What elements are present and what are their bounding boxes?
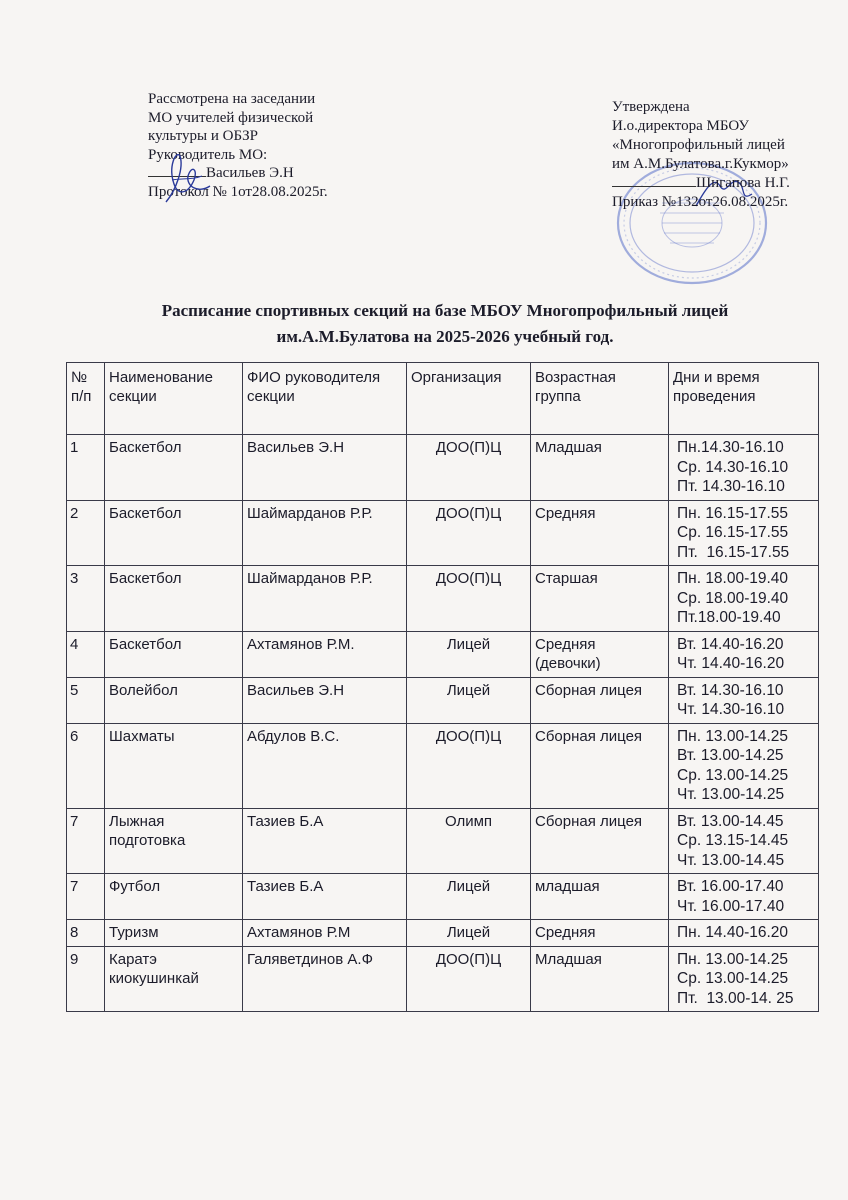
approval-right-order: Приказ №132от26.08.2025г.: [612, 194, 789, 210]
header-org: Организация: [407, 363, 531, 435]
cell-age: Средняя (девочки): [531, 631, 669, 677]
cell-num: 7: [67, 808, 105, 874]
cell-age: Младшая: [531, 435, 669, 501]
schedule-entry: Вт. 14.40-16.20: [677, 635, 784, 653]
document-title-line-1: Расписание спортивных секций на базе МБОУ Многопрофильный лицей: [161, 301, 729, 320]
table-row: [67, 874, 819, 920]
cell-leader: Ахтамянов Р.М.: [243, 631, 407, 677]
cell-num: 1: [67, 435, 105, 501]
approval-left-line: Руководитель МО:: [148, 146, 268, 163]
schedule-entry: Пн. 18.00-19.40: [677, 570, 789, 587]
schedule-entry: Ср. 13.00-14.25: [677, 766, 789, 784]
schedule-entry: Ср. 18.00-19.40: [677, 589, 789, 607]
cell-age: Старшая: [531, 566, 669, 632]
approval-left-line: культуры и ОБЗР: [148, 128, 258, 144]
table-row: [67, 631, 819, 677]
schedule-entry: Ср. 16.15-17.55: [677, 524, 789, 541]
cell-org: Лицей: [407, 677, 531, 723]
cell-leader: Ахтамянов Р.М: [243, 920, 407, 947]
schedule-entry: Ср. 14.30-16.10: [677, 458, 789, 476]
cell-schedule: [669, 723, 819, 808]
approval-right-signer: Шигапова Н.Г.: [696, 175, 790, 191]
cell-schedule: [669, 500, 819, 566]
cell-org: ДОО(П)Ц: [407, 500, 531, 566]
cell-num: 4: [67, 631, 105, 677]
cell-leader: Галяветдинов А.Ф: [243, 946, 407, 1012]
document-title: [60, 298, 830, 350]
cell-schedule: [669, 435, 819, 501]
cell-section: Шахматы: [105, 723, 243, 808]
cell-age: Средняя: [531, 500, 669, 566]
cell-org: ДОО(П)Ц: [407, 723, 531, 808]
cell-num: 5: [67, 677, 105, 723]
approval-right-line: И.о.директора МБОУ: [612, 118, 749, 134]
cell-leader: Тазиев Б.А: [243, 808, 407, 874]
table-row: [67, 946, 819, 1012]
signature-left: [158, 150, 218, 210]
cell-org: Лицей: [407, 874, 531, 920]
cell-section: Баскетбол: [105, 500, 243, 566]
header-leader: ФИО руководителя секции: [243, 363, 407, 435]
header-age: Возрастная группа: [531, 363, 669, 435]
schedule-entry: Вт. 13.00-14.45: [677, 812, 784, 830]
cell-leader: Васильев Э.Н: [243, 435, 407, 501]
schedule-entry: Пн. 14.40-16.20: [677, 924, 789, 941]
schedule-entry: Чт. 14.40-16.20: [677, 655, 785, 672]
schedule-entry: Чт. 14.30-16.10: [677, 701, 785, 718]
table-row: [67, 500, 819, 566]
table-row: [67, 808, 819, 874]
cell-section: Туризм: [105, 920, 243, 947]
table-row: [67, 435, 819, 501]
cell-leader: Абдулов В.С.: [243, 723, 407, 808]
cell-age: Средняя: [531, 920, 669, 947]
table-row: [67, 920, 819, 947]
schedule-entry: Пт. 14.30-16.10: [677, 478, 785, 495]
approval-left-line: МО учителей физической: [148, 109, 314, 126]
table-row: [67, 566, 819, 632]
schedule-entry: Пн. 13.00-14.25: [677, 727, 789, 745]
schedule-entry: Чт. 16.00-17.40: [677, 897, 785, 915]
cell-section: Каратэ киокушинкай: [105, 946, 243, 1012]
cell-schedule: [669, 874, 819, 920]
cell-num: 3: [67, 566, 105, 632]
cell-num: 6: [67, 723, 105, 808]
approval-right-signature-line: [612, 174, 842, 193]
cell-leader: Шаймарданов Р.Р.: [243, 500, 407, 566]
cell-org: ДОО(П)Ц: [407, 435, 531, 501]
schedule-entry: Вт. 16.00-17.40: [677, 878, 784, 895]
schedule-entry: Пн. 13.00-14.25: [677, 950, 789, 968]
cell-schedule: [669, 920, 819, 947]
cell-num: 2: [67, 500, 105, 566]
cell-num: 8: [67, 920, 105, 947]
approval-right-line: «Многопрофильный лицей: [612, 137, 785, 153]
schedule-entry: Пт. 13.00-14. 25: [677, 989, 794, 1007]
table-header-row: [67, 363, 819, 435]
cell-section: Лыжная подготовка: [105, 808, 243, 874]
approval-left-line: Рассмотрена на заседании: [148, 91, 316, 107]
cell-org: Лицей: [407, 631, 531, 677]
cell-age: Сборная лицея: [531, 723, 669, 808]
cell-schedule: [669, 808, 819, 874]
cell-age: Сборная лицея: [531, 808, 669, 874]
schedule-entry: Ср. 13.00-14.25: [677, 970, 789, 987]
approval-left-signer: Васильев Э.Н: [206, 165, 294, 181]
cell-schedule: [669, 946, 819, 1012]
cell-section: Футбол: [105, 874, 243, 920]
cell-age: Младшая: [531, 946, 669, 1012]
table-row: [67, 677, 819, 723]
approval-right-line: Утверждена: [612, 99, 690, 115]
cell-leader: Тазиев Б.А: [243, 874, 407, 920]
schedule-entry: Чт. 13.00-14.45: [677, 851, 785, 869]
approval-left-protocol: Протокол № 1от28.08.2025г.: [148, 183, 328, 200]
schedule-entry: Пт. 16.15-17.55: [677, 543, 790, 561]
approval-block-right: [612, 98, 842, 212]
cell-schedule: [669, 677, 819, 723]
cell-schedule: [669, 631, 819, 677]
cell-section: Баскетбол: [105, 566, 243, 632]
cell-section: Волейбол: [105, 677, 243, 723]
cell-num: 7: [67, 874, 105, 920]
cell-num: 9: [67, 946, 105, 1012]
cell-org: Олимп: [407, 808, 531, 874]
cell-leader: Васильев Э.Н: [243, 677, 407, 723]
schedule-entry: Чт. 13.00-14.25: [677, 786, 785, 803]
approval-right-line: им А.М.Булатова.г.Кукмор»: [612, 156, 789, 172]
cell-schedule: [669, 566, 819, 632]
cell-org: ДОО(П)Ц: [407, 566, 531, 632]
header-schedule: Дни и время проведения: [669, 363, 819, 435]
header-section: Наименование секции: [105, 363, 243, 435]
schedule-entry: Пн. 16.15-17.55: [677, 504, 789, 522]
schedule-entry: Пн.14.30-16.10: [677, 439, 784, 456]
cell-section: Баскетбол: [105, 435, 243, 501]
cell-section: Баскетбол: [105, 631, 243, 677]
cell-leader: Шаймарданов Р.Р.: [243, 566, 407, 632]
table-row: [67, 723, 819, 808]
schedule-entry: Вт. 13.00-14.25: [677, 747, 784, 764]
document-title-line-2: им.А.М.Булатова на 2025-2026 учебный год.: [276, 327, 614, 346]
schedule-entry: Пт.18.00-19.40: [677, 609, 781, 626]
cell-org: Лицей: [407, 920, 531, 947]
cell-age: младшая: [531, 874, 669, 920]
cell-org: ДОО(П)Ц: [407, 946, 531, 1012]
schedule-entry: Ср. 13.15-14.45: [677, 832, 789, 849]
cell-age: Сборная лицея: [531, 677, 669, 723]
schedule-entry: Вт. 14.30-16.10: [677, 681, 784, 699]
header-num: № п/п: [67, 363, 105, 435]
schedule-table: [66, 362, 819, 1012]
